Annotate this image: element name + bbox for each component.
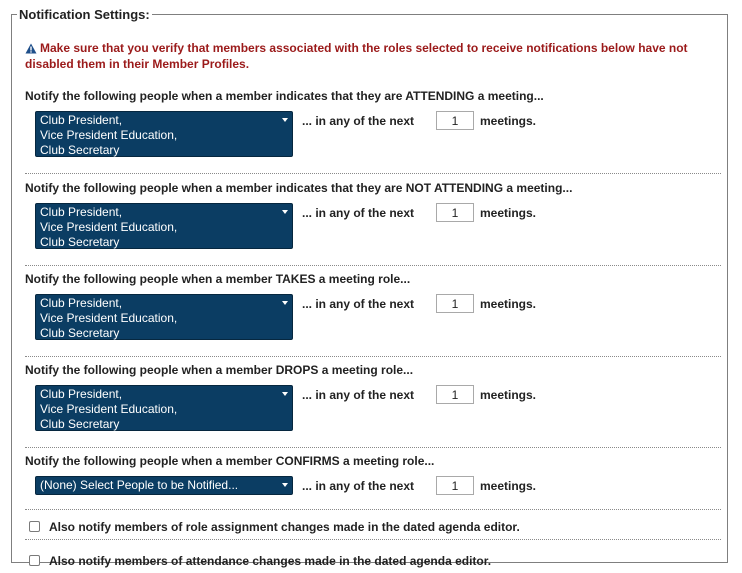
takes-role-meeting-count-input[interactable] bbox=[436, 294, 474, 313]
attendance-notify-checkbox[interactable] bbox=[29, 555, 40, 566]
attendance-notify-label[interactable]: Also notify members of attendance changes made in the dated agenda editor. bbox=[49, 554, 492, 568]
notification-settings-legend: Notification Settings: bbox=[19, 7, 150, 22]
chevron-down-icon bbox=[282, 210, 288, 214]
attending-meeting-count-input[interactable] bbox=[436, 111, 474, 130]
not-attending-recipients-select[interactable] bbox=[35, 203, 293, 249]
select-option: Club Secretary bbox=[40, 326, 120, 340]
not-attending-meeting-count-input[interactable] bbox=[436, 203, 474, 222]
attending-heading: Notify the following people when a member indicates that they are ATTENDING a meeting... bbox=[25, 89, 544, 103]
confirms-role-heading: Notify the following people when a member CONFIRMS a meeting role... bbox=[25, 454, 435, 468]
meetings-suffix: meetings. bbox=[480, 297, 537, 311]
meetings-suffix: meetings. bbox=[480, 206, 537, 220]
role-assignment-notify-checkbox[interactable] bbox=[29, 521, 40, 532]
next-meetings-prefix: ... in any of the next bbox=[302, 206, 415, 220]
drops-role-notify-section bbox=[25, 363, 721, 448]
select-option: Club Secretary bbox=[40, 143, 120, 157]
drops-role-recipients-select[interactable] bbox=[35, 385, 293, 431]
confirms-role-notify-section bbox=[25, 454, 721, 510]
select-option: Club President, bbox=[40, 387, 123, 401]
select-option: Vice President Education, bbox=[40, 220, 178, 234]
warning-message bbox=[25, 41, 725, 71]
select-placeholder: (None) Select People to be Notified... bbox=[40, 478, 239, 492]
select-option: Vice President Education, bbox=[40, 402, 178, 416]
meetings-suffix: meetings. bbox=[480, 388, 537, 402]
takes-role-recipients-select[interactable] bbox=[35, 294, 293, 340]
not-attending-notify-section bbox=[25, 181, 721, 266]
select-option: Vice President Education, bbox=[40, 128, 178, 142]
next-meetings-prefix: ... in any of the next bbox=[302, 479, 415, 493]
meetings-suffix: meetings. bbox=[480, 479, 537, 493]
chevron-down-icon bbox=[282, 301, 288, 305]
select-option: Club Secretary bbox=[40, 417, 120, 431]
select-option: Club President, bbox=[40, 296, 123, 310]
select-option: Vice President Education, bbox=[40, 311, 178, 325]
select-option: Club Secretary bbox=[40, 235, 120, 249]
role-assignment-notify-label[interactable]: Also notify members of role assignment changes made in the dated agenda editor. bbox=[49, 520, 520, 534]
drops-role-meeting-count-input[interactable] bbox=[436, 385, 474, 404]
attendance-notify-option[interactable] bbox=[25, 553, 721, 573]
takes-role-notify-section bbox=[25, 272, 721, 357]
confirms-role-recipients-select[interactable] bbox=[35, 476, 293, 495]
confirms-role-meeting-count-input[interactable] bbox=[436, 476, 474, 495]
chevron-down-icon bbox=[282, 118, 288, 122]
select-option: Club President, bbox=[40, 205, 123, 219]
takes-role-heading: Notify the following people when a member TAKES a meeting role... bbox=[25, 272, 411, 286]
not-attending-heading: Notify the following people when a member indicates that they are NOT ATTENDING a meeting... bbox=[25, 181, 573, 195]
warning-triangle-icon bbox=[25, 43, 37, 57]
warning-text: Make sure that you verify that members associated with the roles selected to receive notifications below have not disabled them in their Member Profiles. bbox=[25, 41, 688, 71]
drops-role-heading: Notify the following people when a member DROPS a meeting role... bbox=[25, 363, 414, 377]
meetings-suffix: meetings. bbox=[480, 114, 537, 128]
attending-notify-section bbox=[25, 89, 721, 174]
next-meetings-prefix: ... in any of the next bbox=[302, 297, 415, 311]
chevron-down-icon bbox=[282, 483, 288, 487]
attending-recipients-select[interactable] bbox=[35, 111, 293, 157]
role-assignment-notify-option[interactable] bbox=[25, 519, 721, 540]
chevron-down-icon bbox=[282, 392, 288, 396]
next-meetings-prefix: ... in any of the next bbox=[302, 114, 415, 128]
next-meetings-prefix: ... in any of the next bbox=[302, 388, 415, 402]
select-option: Club President, bbox=[40, 113, 123, 127]
notification-settings-fieldset bbox=[11, 7, 728, 568]
